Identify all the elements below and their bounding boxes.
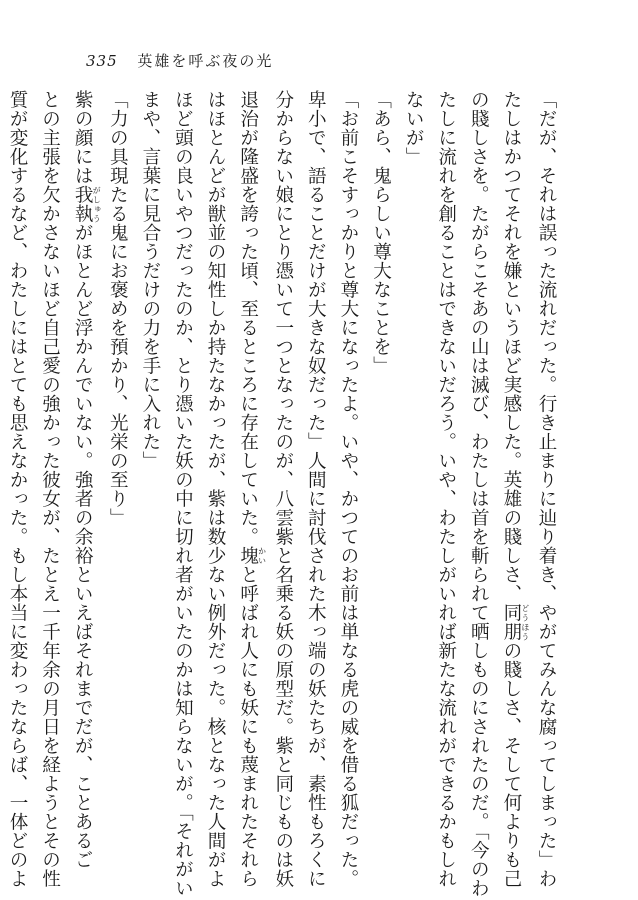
text-line: の賤しさを。たがらこそあの山は滅び、わたしは首を斬られて晒しものにされたのだ。「今のわ bbox=[468, 90, 490, 898]
page-header bbox=[86, 50, 273, 71]
page-number: 335 bbox=[86, 52, 118, 70]
text-line: まや、言葉に見合うだけの力を手に入れた」 bbox=[139, 90, 161, 470]
text-line: 卑小で、語ることだけが大きな奴だった」人間に討伐された木っ端の妖たちが、素性もろくに bbox=[305, 90, 327, 888]
text-line: 紫の顔には我執 がしゅうがほとんど浮かんでいない。強者の余裕といえばそれまでだが、ことあるご bbox=[72, 90, 102, 869]
body-text bbox=[0, 90, 562, 898]
furigana-word: 塊 かい bbox=[237, 546, 267, 565]
furigana-word: 同朋 どうほう bbox=[500, 603, 530, 641]
text-line: 退治が隆盛を誇った頃、至るところに存在していた。塊 かいと呼ばれ人にも妖にも蔑まれたそれら bbox=[237, 90, 267, 888]
text-line: たしに流れを創ることはできないだろう。いや、わたしがいれば新たな流れができるかもしれ bbox=[435, 90, 457, 888]
text-line: たしはかつてそれを嫌というほど実感した。英雄の賤しさ、同朋 どうほうの賤しさ、そして何よりも己 bbox=[500, 90, 530, 888]
text-line: 質が変化するなど、わたしにはとても思えなかった。もし本当に変わったならば、一体どのよ bbox=[7, 90, 28, 888]
text-line: ほど頭の良いやつだったのか、とり憑いた妖の中に切れ者がいたのかは知らないが。「それがい bbox=[172, 90, 194, 898]
text-line: 分からない娘にとり憑いて一つとなったのが、八雲紫と名乗る妖の原型だ。紫と同じものは妖 bbox=[272, 90, 294, 888]
text-line: ないが」 bbox=[403, 90, 425, 166]
furigana-reading: どうほう bbox=[520, 603, 530, 641]
furigana-word: 我執 がしゅう bbox=[72, 185, 102, 223]
text-line: 「お前こそすっかりと尊大になったよ。いや、かつてのお前は単なる虎の威を借る狐だった。 bbox=[337, 90, 359, 888]
running-title: 英雄を呼ぶ夜の光 bbox=[137, 52, 274, 70]
text-line: 「だが、それは誤った流れだった。行き止まりに辿り着き、やがてみんな腐ってしまった」わ bbox=[536, 90, 557, 888]
text-line: はほとんどが獣並の知性しか持たなかったが、紫は数少ない例外だった。核となった人間がよ bbox=[205, 90, 227, 888]
text-line: との主張を欠かさないほど自己愛の強かった彼女が、たとえ一千年余の月日を経ようとその性 bbox=[39, 90, 61, 888]
text-line: 「あら、鬼らしい尊大なことを」 bbox=[370, 90, 392, 375]
furigana-reading: がしゅう bbox=[92, 185, 102, 223]
furigana-reading: かい bbox=[257, 546, 267, 565]
text-line: 「力の具現たる鬼にお褒めを預かり、光栄の至り」 bbox=[107, 90, 129, 527]
